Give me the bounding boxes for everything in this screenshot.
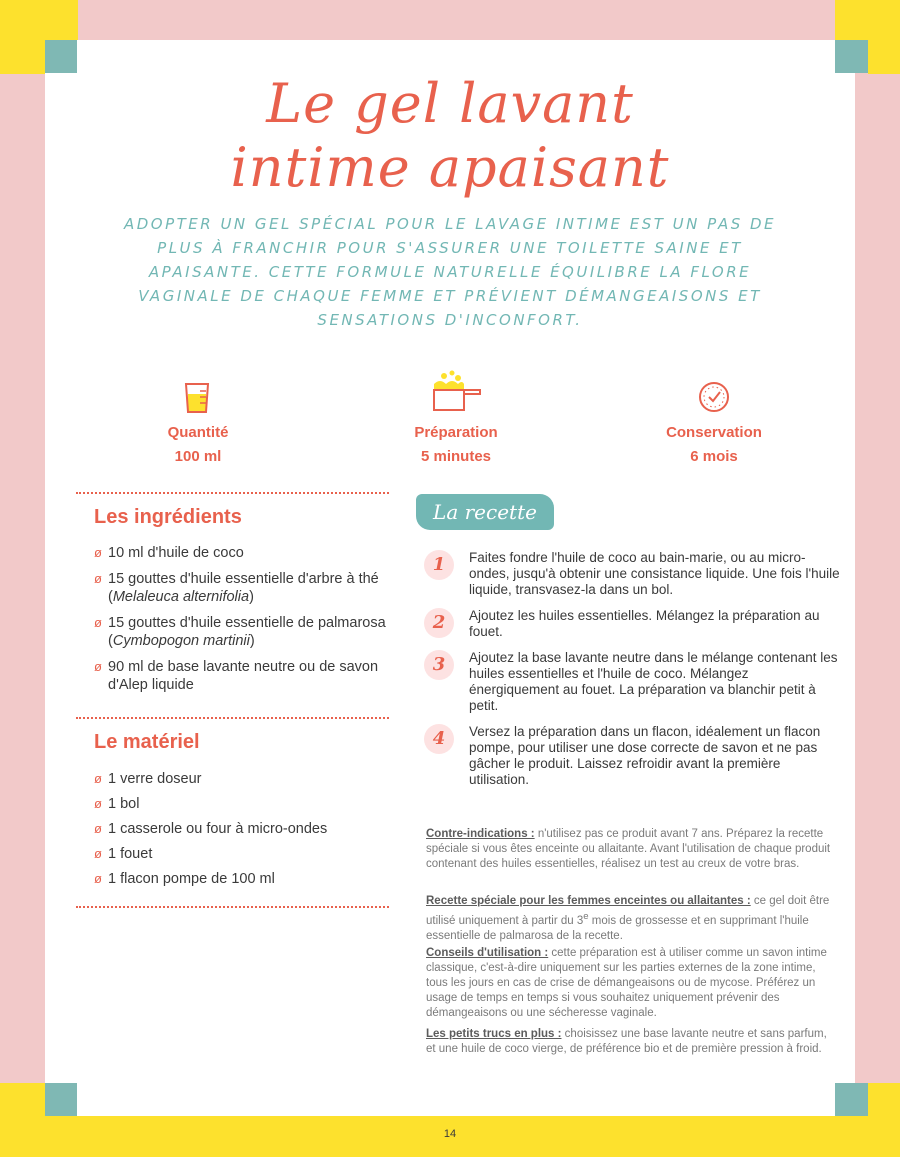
recipe-step bbox=[424, 724, 840, 788]
note-lead: Conseils d'utilisation : bbox=[426, 947, 549, 959]
list-item: ø 1 verre doseur bbox=[94, 770, 394, 788]
ingredient-text: 90 ml de base lavante neutre ou de savon d'Alep liquide bbox=[108, 659, 379, 693]
note-text: choisissez une base lavante neutre et sans parfum, et une huile de coco vierge, de préférence bio et de première pression à froid. bbox=[426, 1028, 827, 1055]
list-item: ø 1 fouet bbox=[94, 845, 394, 863]
stat-quantity bbox=[88, 372, 308, 465]
note-text: mois de grossesse et en supprimant l'huile essentielle de palmarosa de la recette. bbox=[426, 914, 809, 942]
note-lead: Recette spéciale pour les femmes enceintes ou allaitantes : bbox=[426, 895, 751, 907]
ingredient-text: ) bbox=[249, 633, 255, 649]
materiel-list bbox=[94, 770, 394, 888]
page-title bbox=[0, 72, 900, 200]
corner-yellow-top-right-v bbox=[868, 0, 900, 74]
corner-teal-bottom-right bbox=[835, 1083, 868, 1116]
recipe-step bbox=[424, 608, 840, 640]
saucepan-icon bbox=[346, 372, 566, 414]
list-item bbox=[94, 614, 394, 650]
stat-preparation bbox=[346, 372, 566, 465]
corner-yellow-bottom-left bbox=[0, 1083, 45, 1157]
corner-teal-bottom-left bbox=[45, 1083, 77, 1116]
ingredient-text: 15 gouttes d'huile essentielle d'arbre à thé ( bbox=[108, 571, 379, 605]
list-item bbox=[94, 544, 394, 562]
stat-quantity-value: 100 ml bbox=[174, 448, 222, 465]
step-number: 2 bbox=[424, 608, 454, 638]
note-lead: Les petits trucs en plus : bbox=[426, 1028, 562, 1040]
stat-preparation-value: 5 minutes bbox=[420, 448, 492, 465]
note-extra-tips bbox=[426, 1027, 836, 1057]
page-title-line1: Le gel lavant bbox=[266, 72, 634, 135]
step-text: Versez la préparation dans un flacon, idéalement un flacon pompe, pour utiliser une dose correcte de savon et ne pas gâcher le produit. Laissez refroidir avant la première utilisation. bbox=[469, 724, 821, 787]
step-text: Ajoutez les huiles essentielles. Mélangez la préparation au fouet. bbox=[469, 608, 820, 639]
note-pregnancy bbox=[426, 894, 836, 944]
page-title-line2: intime apaisant bbox=[230, 136, 670, 199]
ingredients-list bbox=[94, 544, 394, 694]
note-superscript: e bbox=[583, 911, 589, 922]
stat-quantity-label: Quantité bbox=[167, 424, 229, 441]
step-text: Faites fondre l'huile de coco au bain-marie, ou au micro-ondes, jusqu'à obtenir une consistance liquide. Une fois l'huile liquide, transvasez-la dans un bol. bbox=[469, 550, 840, 597]
step-number: 1 bbox=[424, 550, 454, 580]
note-text: cette préparation est à utiliser comme un savon intime classique, c'est-à-dire uniquement sur les parties externes de la zone intime, tous les jours en cas de crise de démangeaisons ou de mycose. Préférez un usage de temps en temps si vous souhaitez uniquement prévenir des démangeaisons ou une sécheresse vaginale. bbox=[426, 947, 827, 1019]
stat-conservation-label: Conservation bbox=[666, 424, 762, 441]
measuring-cup-icon bbox=[88, 372, 308, 414]
divider bbox=[76, 492, 389, 494]
ingredient-latin-name: Melaleuca alternifolia bbox=[112, 589, 250, 605]
divider bbox=[76, 717, 389, 719]
corner-yellow-bottom-right bbox=[868, 1083, 900, 1157]
recipe-step bbox=[424, 550, 840, 598]
step-number: 4 bbox=[424, 724, 454, 754]
stat-conservation bbox=[604, 372, 824, 465]
list-item: ø 1 flacon pompe de 100 ml bbox=[94, 870, 394, 888]
ingredients-title: Les ingrédients bbox=[94, 506, 242, 528]
note-usage-tips bbox=[426, 946, 836, 1021]
materiel-title: Le matériel bbox=[94, 731, 200, 753]
ingredient-text: 10 ml d'huile de coco bbox=[108, 545, 244, 561]
stat-preparation-label: Préparation bbox=[414, 424, 498, 441]
step-number: 3 bbox=[424, 650, 454, 680]
list-item: ø 1 casserole ou four à micro-ondes bbox=[94, 820, 394, 838]
corner-teal-top-left bbox=[45, 40, 77, 73]
ingredient-text: ) bbox=[249, 589, 254, 605]
top-frame-band bbox=[0, 0, 900, 40]
recipe-badge: La recette bbox=[416, 494, 554, 530]
note-contraindications bbox=[426, 827, 836, 872]
note-text: ce gel doit être utilisé uniquement à partir du 3 bbox=[426, 895, 830, 927]
note-lead: Contre-indications : bbox=[426, 828, 535, 840]
list-item bbox=[94, 570, 394, 606]
corner-teal-top-right bbox=[835, 40, 868, 73]
list-item bbox=[94, 658, 394, 694]
ingredient-latin-name: Cymbopogon martinii bbox=[112, 633, 250, 649]
note-text: n'utilisez pas ce produit avant 7 ans. Préparez la recette spéciale si vous êtes enceinte ou allaitante. Avant l'utilisation de chaque produit contenant des huiles essentielles, réalisez un test au creux de votre bras. bbox=[426, 828, 831, 870]
divider bbox=[76, 906, 389, 908]
intro-text: ADOPTER UN GEL SPÉCIAL POUR LE LAVAGE INTIME EST UN PAS DE PLUS À FRANCHIR POUR S'ASSURER UNE TOILETTE SAINE ET APAISANTE. CETTE FORMULE NATURELLE ÉQUILIBRE LA FLORE VAGINALE DE CHAQUE FEMME ET PRÉVIENT DÉMANGEAISONS ET SENSATIONS D'INCONFORT. bbox=[123, 215, 777, 329]
corner-yellow-top-left-v bbox=[0, 0, 45, 74]
step-text: Ajoutez la base lavante neutre dans le mélange contenant les huiles essentielles et l'huile de coco. Mélangez énergiquement au fouet. La préparation va blanchir petit à petit. bbox=[469, 650, 838, 713]
list-item: ø 1 bol bbox=[94, 795, 394, 813]
recipe-step bbox=[424, 650, 840, 714]
clock-icon bbox=[604, 372, 824, 414]
stat-conservation-value: 6 mois bbox=[690, 448, 738, 465]
ingredient-text: 15 gouttes d'huile essentielle de palmarosa ( bbox=[108, 615, 386, 649]
page-number: 14 bbox=[443, 1128, 457, 1140]
